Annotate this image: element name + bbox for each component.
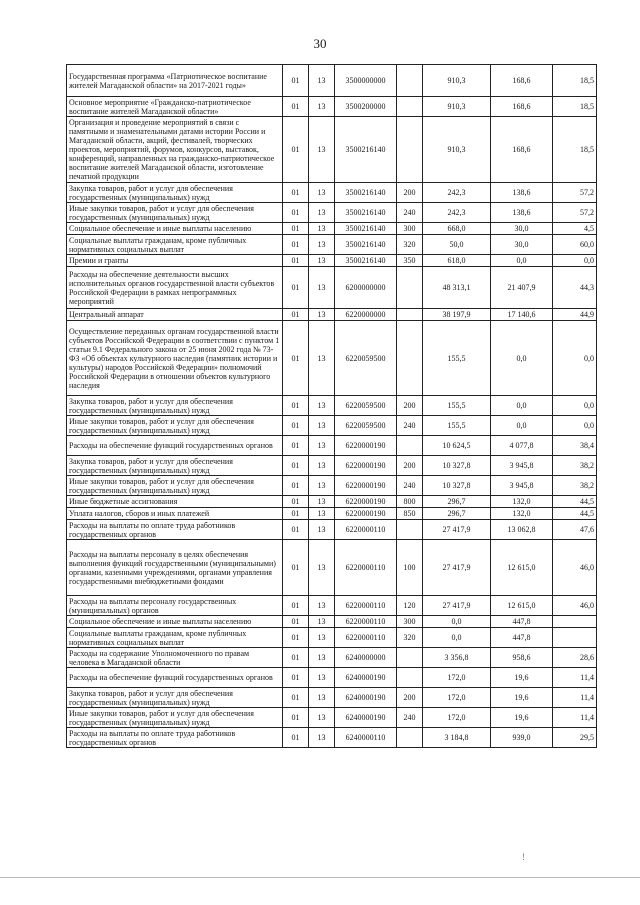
row-expense-type: 240: [397, 203, 423, 223]
row-expense-type: 240: [397, 476, 423, 496]
row-subsection: 13: [309, 65, 335, 97]
row-plan-amount: 0,0: [423, 616, 491, 628]
row-subsection: 13: [309, 628, 335, 648]
row-actual-amount: 0,0: [491, 416, 553, 436]
row-subsection: 13: [309, 520, 335, 540]
row-percent: 46,0: [553, 596, 597, 616]
row-target-article: 3500000000: [335, 65, 397, 97]
row-actual-amount: 939,0: [491, 728, 553, 748]
row-name: Иные закупки товаров, работ и услуг для обеспечения государственных (муниципальных) нужд: [67, 416, 283, 436]
row-target-article: 3500216140: [335, 223, 397, 235]
row-expense-type: [397, 309, 423, 321]
row-actual-amount: 30,0: [491, 223, 553, 235]
row-name: Центральный аппарат: [67, 309, 283, 321]
row-expense-type: 850: [397, 508, 423, 520]
row-name: Социальное обеспечение и иные выплаты населению: [67, 223, 283, 235]
row-target-article: 6220000190: [335, 436, 397, 456]
row-plan-amount: 910,3: [423, 117, 491, 183]
row-actual-amount: 0,0: [491, 321, 553, 396]
row-expense-type: 300: [397, 223, 423, 235]
row-plan-amount: 172,0: [423, 708, 491, 728]
row-expense-type: [397, 267, 423, 309]
row-name: Основное мероприятие «Гражданско-патриотическое воспитание жителей Магаданской области»: [67, 97, 283, 117]
row-name: Расходы на выплаты персоналу государственных (муниципальных) органов: [67, 596, 283, 616]
row-percent: 0,0: [553, 321, 597, 396]
row-percent: 57,2: [553, 183, 597, 203]
row-section: 01: [283, 596, 309, 616]
row-section: 01: [283, 203, 309, 223]
row-actual-amount: 447,8: [491, 628, 553, 648]
table-row: [67, 321, 597, 396]
row-expense-type: 200: [397, 688, 423, 708]
row-expense-type: 240: [397, 416, 423, 436]
table-row: [67, 309, 597, 321]
row-target-article: 6220000190: [335, 476, 397, 496]
row-name: Закупка товаров, работ и услуг для обеспечения государственных (муниципальных) нужд: [67, 688, 283, 708]
row-target-article: 6220059500: [335, 416, 397, 436]
row-name: Уплата налогов, сборов и иных платежей: [67, 508, 283, 520]
row-target-article: 6220059500: [335, 321, 397, 396]
table-row: [67, 416, 597, 436]
row-subsection: 13: [309, 456, 335, 476]
row-subsection: 13: [309, 97, 335, 117]
row-expense-type: 120: [397, 596, 423, 616]
row-expense-type: 350: [397, 255, 423, 267]
row-target-article: 6200000000: [335, 267, 397, 309]
row-section: 01: [283, 496, 309, 508]
row-percent: 46,0: [553, 540, 597, 596]
row-percent: 60,0: [553, 235, 597, 255]
table-row: [67, 183, 597, 203]
row-plan-amount: 155,5: [423, 396, 491, 416]
row-subsection: 13: [309, 255, 335, 267]
stray-mark: !: [522, 852, 525, 862]
row-name: Иные бюджетные ассигнования: [67, 496, 283, 508]
row-target-article: 3500216140: [335, 117, 397, 183]
row-target-article: 6220000110: [335, 596, 397, 616]
row-section: 01: [283, 508, 309, 520]
table-row: [67, 436, 597, 456]
row-target-article: 3500200000: [335, 97, 397, 117]
row-plan-amount: 172,0: [423, 668, 491, 688]
row-percent: 18,5: [553, 97, 597, 117]
row-plan-amount: 910,3: [423, 65, 491, 97]
row-target-article: 6220000110: [335, 520, 397, 540]
table-row: [67, 496, 597, 508]
row-section: 01: [283, 668, 309, 688]
row-name: Социальное обеспечение и иные выплаты населению: [67, 616, 283, 628]
row-percent: 44,3: [553, 267, 597, 309]
row-subsection: 13: [309, 508, 335, 520]
row-actual-amount: 132,0: [491, 508, 553, 520]
row-actual-amount: 0,0: [491, 255, 553, 267]
row-actual-amount: 958,6: [491, 648, 553, 668]
row-expense-type: 800: [397, 496, 423, 508]
row-subsection: 13: [309, 668, 335, 688]
row-actual-amount: 4 077,8: [491, 436, 553, 456]
row-plan-amount: 155,5: [423, 416, 491, 436]
row-name: Государственная программа «Патриотическое воспитание жителей Магаданской области» на 2017-2021 годы»: [67, 65, 283, 97]
row-plan-amount: 10 624,5: [423, 436, 491, 456]
row-actual-amount: 168,6: [491, 65, 553, 97]
row-actual-amount: 12 615,0: [491, 540, 553, 596]
row-actual-amount: 138,6: [491, 183, 553, 203]
row-subsection: 13: [309, 728, 335, 748]
row-expense-type: [397, 65, 423, 97]
row-name: Социальные выплаты гражданам, кроме публичных нормативных социальных выплат: [67, 235, 283, 255]
row-expense-type: 200: [397, 456, 423, 476]
row-subsection: 13: [309, 708, 335, 728]
row-section: 01: [283, 321, 309, 396]
row-section: 01: [283, 416, 309, 436]
row-percent: 18,5: [553, 117, 597, 183]
row-expense-type: [397, 321, 423, 396]
row-actual-amount: 21 407,9: [491, 267, 553, 309]
table-row: [67, 456, 597, 476]
row-expense-type: 300: [397, 616, 423, 628]
row-section: 01: [283, 520, 309, 540]
row-expense-type: [397, 117, 423, 183]
row-section: 01: [283, 456, 309, 476]
row-plan-amount: 910,3: [423, 97, 491, 117]
table-row: [67, 267, 597, 309]
row-plan-amount: 3 184,8: [423, 728, 491, 748]
row-target-article: 6220059500: [335, 396, 397, 416]
row-actual-amount: 168,6: [491, 97, 553, 117]
table-row: [67, 396, 597, 416]
row-plan-amount: 0,0: [423, 628, 491, 648]
row-plan-amount: 242,3: [423, 183, 491, 203]
row-name: Закупка товаров, работ и услуг для обеспечения государственных (муниципальных) нужд: [67, 396, 283, 416]
row-subsection: 13: [309, 476, 335, 496]
row-subsection: 13: [309, 267, 335, 309]
row-name: Закупка товаров, работ и услуг для обеспечения государственных (муниципальных) нужд: [67, 183, 283, 203]
table-row: [67, 117, 597, 183]
row-expense-type: [397, 648, 423, 668]
row-percent: 29,5: [553, 728, 597, 748]
row-expense-type: [397, 520, 423, 540]
row-target-article: 3500216140: [335, 235, 397, 255]
row-plan-amount: 38 197,9: [423, 309, 491, 321]
row-percent: 44,5: [553, 508, 597, 520]
row-plan-amount: 172,0: [423, 688, 491, 708]
table-row: [67, 540, 597, 596]
row-section: 01: [283, 540, 309, 596]
row-actual-amount: 3 945,8: [491, 476, 553, 496]
row-name: Премии и гранты: [67, 255, 283, 267]
row-target-article: 6220000190: [335, 496, 397, 508]
row-target-article: 6220000190: [335, 508, 397, 520]
row-name: Расходы на выплаты по оплате труда работников государственных органов: [67, 728, 283, 748]
row-target-article: 6240000190: [335, 668, 397, 688]
row-plan-amount: 242,3: [423, 203, 491, 223]
row-subsection: 13: [309, 321, 335, 396]
row-section: 01: [283, 628, 309, 648]
row-section: 01: [283, 396, 309, 416]
row-section: 01: [283, 648, 309, 668]
row-percent: 0,0: [553, 416, 597, 436]
row-section: 01: [283, 183, 309, 203]
row-name: Расходы на обеспечение функций государственных органов: [67, 668, 283, 688]
row-section: 01: [283, 65, 309, 97]
row-target-article: 3500216140: [335, 203, 397, 223]
row-name: Расходы на обеспечение функций государственных органов: [67, 436, 283, 456]
table-row: [67, 235, 597, 255]
row-expense-type: [397, 668, 423, 688]
row-target-article: 6220000190: [335, 456, 397, 476]
row-subsection: 13: [309, 223, 335, 235]
table-row: [67, 65, 597, 97]
row-plan-amount: 50,0: [423, 235, 491, 255]
table-row: [67, 668, 597, 688]
row-section: 01: [283, 728, 309, 748]
row-subsection: 13: [309, 436, 335, 456]
row-subsection: 13: [309, 309, 335, 321]
row-name: Иные закупки товаров, работ и услуг для обеспечения государственных (муниципальных) нужд: [67, 203, 283, 223]
row-name: Иные закупки товаров, работ и услуг для обеспечения государственных (муниципальных) нужд: [67, 708, 283, 728]
row-actual-amount: 12 615,0: [491, 596, 553, 616]
row-subsection: 13: [309, 416, 335, 436]
row-name: Расходы на содержание Уполномоченного по правам человека в Магаданской области: [67, 648, 283, 668]
row-plan-amount: 27 417,9: [423, 520, 491, 540]
row-actual-amount: 19,6: [491, 708, 553, 728]
row-subsection: 13: [309, 117, 335, 183]
page-number: 30: [313, 36, 327, 51]
row-percent: 44,9: [553, 309, 597, 321]
budget-table: [66, 64, 597, 748]
row-actual-amount: 3 945,8: [491, 456, 553, 476]
table-row: [67, 708, 597, 728]
row-percent: 0,0: [553, 396, 597, 416]
row-actual-amount: 447,8: [491, 616, 553, 628]
row-name: Осуществление переданных органам государственной власти субъектов Российской Федерации в соответствии с пунктом 1 статьи 9.1 Федерального закона от 25 июня 2002 года № 73-ФЗ «Об объектах культурного наследия (памятник истории и культуры) народов Российской Федерации» полномочий Российской Федерации в отношении объектов культурного наследия: [67, 321, 283, 396]
row-percent: 28,6: [553, 648, 597, 668]
row-plan-amount: 155,5: [423, 321, 491, 396]
row-expense-type: [397, 436, 423, 456]
row-actual-amount: 17 140,6: [491, 309, 553, 321]
table-body: [67, 65, 597, 748]
row-target-article: 6220000000: [335, 309, 397, 321]
row-expense-type: 100: [397, 540, 423, 596]
row-expense-type: 320: [397, 235, 423, 255]
row-subsection: 13: [309, 616, 335, 628]
row-section: 01: [283, 436, 309, 456]
table-row: [67, 628, 597, 648]
row-subsection: 13: [309, 688, 335, 708]
table-row: [67, 97, 597, 117]
row-name: Закупка товаров, работ и услуг для обеспечения государственных (муниципальных) нужд: [67, 456, 283, 476]
row-expense-type: [397, 728, 423, 748]
table-row: [67, 508, 597, 520]
row-percent: 38,2: [553, 476, 597, 496]
row-percent: 38,2: [553, 456, 597, 476]
row-actual-amount: 132,0: [491, 496, 553, 508]
row-percent: 4,5: [553, 223, 597, 235]
row-percent: 11,4: [553, 688, 597, 708]
row-target-article: 6240000000: [335, 648, 397, 668]
table-row: [67, 648, 597, 668]
row-percent: 18,5: [553, 65, 597, 97]
row-expense-type: 200: [397, 183, 423, 203]
table-row: [67, 596, 597, 616]
table-row: [67, 688, 597, 708]
row-target-article: 3500216140: [335, 183, 397, 203]
row-percent: 47,6: [553, 520, 597, 540]
row-target-article: 6220000110: [335, 540, 397, 596]
row-actual-amount: 30,0: [491, 235, 553, 255]
row-name: Организация и проведение мероприятий в связи с памятными и знаменательными датами истории России и Магаданской области, акций, фестивалей, творческих проектов, мероприятий, форумов, конкурсов, выставок, конференций, направленных на гражданско-патриотическое воспитание жителей Магаданской области, изготовление печатной продукции: [67, 117, 283, 183]
row-section: 01: [283, 267, 309, 309]
row-section: 01: [283, 476, 309, 496]
row-plan-amount: 296,7: [423, 508, 491, 520]
row-plan-amount: 10 327,8: [423, 476, 491, 496]
table-row: [67, 255, 597, 267]
row-expense-type: 320: [397, 628, 423, 648]
row-section: 01: [283, 235, 309, 255]
row-section: 01: [283, 255, 309, 267]
row-section: 01: [283, 708, 309, 728]
row-name: Социальные выплаты гражданам, кроме публичных нормативных социальных выплат: [67, 628, 283, 648]
row-target-article: 6240000190: [335, 708, 397, 728]
row-subsection: 13: [309, 596, 335, 616]
table-row: [67, 203, 597, 223]
row-section: 01: [283, 688, 309, 708]
row-plan-amount: 3 356,8: [423, 648, 491, 668]
row-section: 01: [283, 117, 309, 183]
row-percent: 11,4: [553, 708, 597, 728]
row-subsection: 13: [309, 648, 335, 668]
row-plan-amount: 10 327,8: [423, 456, 491, 476]
table-row: [67, 476, 597, 496]
row-percent: 38,4: [553, 436, 597, 456]
table-row: [67, 616, 597, 628]
row-section: 01: [283, 616, 309, 628]
row-percent: 0,0: [553, 255, 597, 267]
row-name: Расходы на выплаты персоналу в целях обеспечения выполнения функций государственными (муниципальными) органами, казенными учреждениями, органами управления государственными внебюджетными фондами: [67, 540, 283, 596]
row-percent: [553, 616, 597, 628]
page-bottom-divider: [0, 877, 640, 878]
row-subsection: 13: [309, 396, 335, 416]
row-actual-amount: 19,6: [491, 668, 553, 688]
row-subsection: 13: [309, 235, 335, 255]
row-plan-amount: 27 417,9: [423, 596, 491, 616]
row-percent: 57,2: [553, 203, 597, 223]
row-subsection: 13: [309, 183, 335, 203]
row-percent: 44,5: [553, 496, 597, 508]
row-actual-amount: 0,0: [491, 396, 553, 416]
table-row: [67, 520, 597, 540]
table-row: [67, 223, 597, 235]
row-expense-type: 200: [397, 396, 423, 416]
row-plan-amount: 668,0: [423, 223, 491, 235]
row-target-article: 6220000110: [335, 616, 397, 628]
row-target-article: 3500216140: [335, 255, 397, 267]
row-name: Расходы на выплаты по оплате труда работников государственных органов: [67, 520, 283, 540]
row-subsection: 13: [309, 496, 335, 508]
row-actual-amount: 19,6: [491, 688, 553, 708]
row-target-article: 6240000110: [335, 728, 397, 748]
row-actual-amount: 138,6: [491, 203, 553, 223]
row-percent: [553, 628, 597, 648]
row-percent: 11,4: [553, 668, 597, 688]
row-expense-type: [397, 97, 423, 117]
table-row: [67, 728, 597, 748]
row-section: 01: [283, 223, 309, 235]
row-actual-amount: 168,6: [491, 117, 553, 183]
row-name: Иные закупки товаров, работ и услуг для обеспечения государственных (муниципальных) нужд: [67, 476, 283, 496]
row-expense-type: 240: [397, 708, 423, 728]
row-target-article: 6240000190: [335, 688, 397, 708]
row-name: Расходы на обеспечение деятельности высших исполнительных органов государственной власти субъектов Российской Федерации в рамках непрограммных мероприятий: [67, 267, 283, 309]
row-plan-amount: 48 313,1: [423, 267, 491, 309]
row-actual-amount: 13 062,8: [491, 520, 553, 540]
row-plan-amount: 296,7: [423, 496, 491, 508]
row-subsection: 13: [309, 540, 335, 596]
row-section: 01: [283, 309, 309, 321]
row-target-article: 6220000110: [335, 628, 397, 648]
row-subsection: 13: [309, 203, 335, 223]
row-plan-amount: 27 417,9: [423, 540, 491, 596]
row-plan-amount: 618,0: [423, 255, 491, 267]
row-section: 01: [283, 97, 309, 117]
